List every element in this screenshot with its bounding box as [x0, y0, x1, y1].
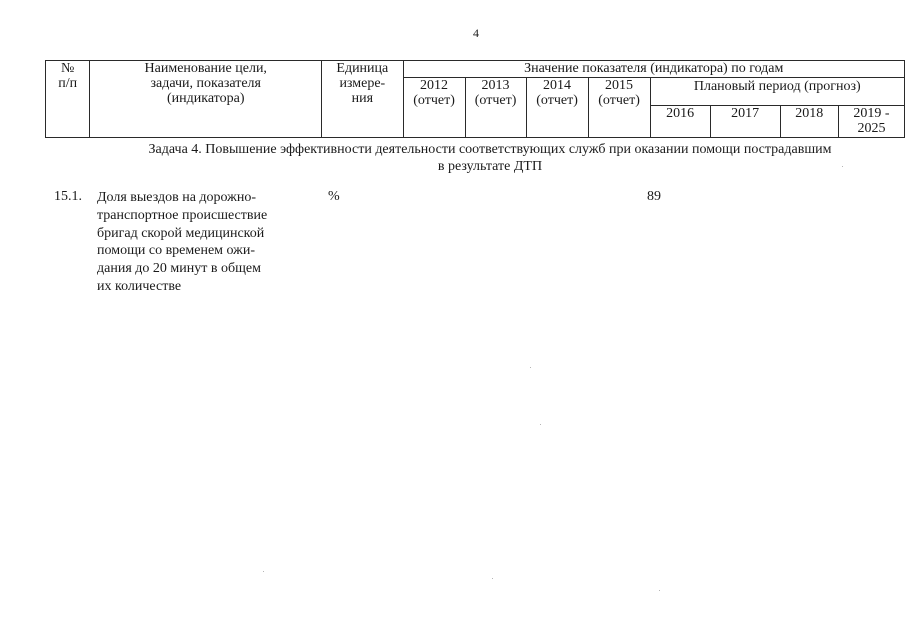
row-indicator-name-line: дания до 20 минут в общем [97, 261, 261, 277]
header-year-note: (отчет) [536, 93, 578, 108]
header-name-line: (индикатора) [166, 91, 245, 106]
header-year-note: (отчет) [474, 93, 517, 108]
row-value: 89 [647, 189, 661, 204]
header-year-label: 2013 [481, 78, 510, 93]
task-heading-line: в результате ДТП [437, 159, 543, 174]
header-unit-line: ния [351, 91, 374, 106]
header-name-line: задачи, показателя [150, 76, 261, 91]
header-year-label: 2015 [605, 78, 634, 93]
row-indicator-name-line: бригад скорой медицинской [97, 225, 265, 241]
header-number-line: п/п [58, 76, 78, 91]
header-year-2019-2025 [838, 106, 904, 138]
page-number: 4 [473, 26, 479, 40]
header-name [90, 61, 322, 138]
scan-speck [540, 424, 541, 425]
row-indicator-name-line: транспортное происшествие [97, 207, 268, 223]
scan-speck [530, 367, 531, 368]
header-year-2012 [403, 78, 465, 138]
header-year-label: 2025 [857, 121, 886, 136]
task-heading [60, 141, 905, 175]
header-year-2017: 2017 [710, 106, 780, 138]
header-name-line: Наименование цели, [144, 61, 267, 76]
row-indicator-name-line: помощи со временем ожи- [97, 243, 256, 259]
header-year-label: 2012 [420, 78, 449, 93]
header-planned-period: Плановый период (прогноз) [650, 78, 904, 106]
scan-speck [263, 571, 264, 572]
scan-speck [492, 578, 493, 579]
header-year-2018: 2018 [780, 106, 838, 138]
header-year-2013 [465, 78, 526, 138]
header-unit [322, 61, 403, 138]
indicators-table [45, 60, 905, 138]
header-unit-line: измере- [339, 76, 386, 91]
row-indicator-name [97, 189, 291, 296]
header-year-2015 [588, 78, 650, 138]
header-year-label: 2014 [543, 78, 572, 93]
header-number-line: № [61, 61, 75, 76]
row-indicator-name-line: их количестве [97, 278, 182, 294]
task-heading-line: Задача 4. Повышение эффективности деятельности соответствующих служб при оказании помощи пострадавшим [148, 142, 832, 157]
scan-speck [659, 590, 660, 591]
header-year-2016: 2016 [650, 106, 710, 138]
header-number [46, 61, 90, 138]
scan-speck [842, 166, 843, 167]
header-year-note: (отчет) [598, 93, 640, 108]
row-number: 15.1. [54, 189, 82, 204]
header-year-2014 [526, 78, 588, 138]
header-values-group: Значение показателя (индикатора) по годам [403, 61, 904, 78]
header-year-note: (отчет) [413, 93, 455, 108]
header-year-label: 2019 - [853, 106, 890, 121]
row-indicator-name-line: Доля выездов на дорожно- [97, 190, 257, 205]
row-unit: % [328, 189, 340, 204]
header-unit-line: Единица [336, 61, 389, 76]
